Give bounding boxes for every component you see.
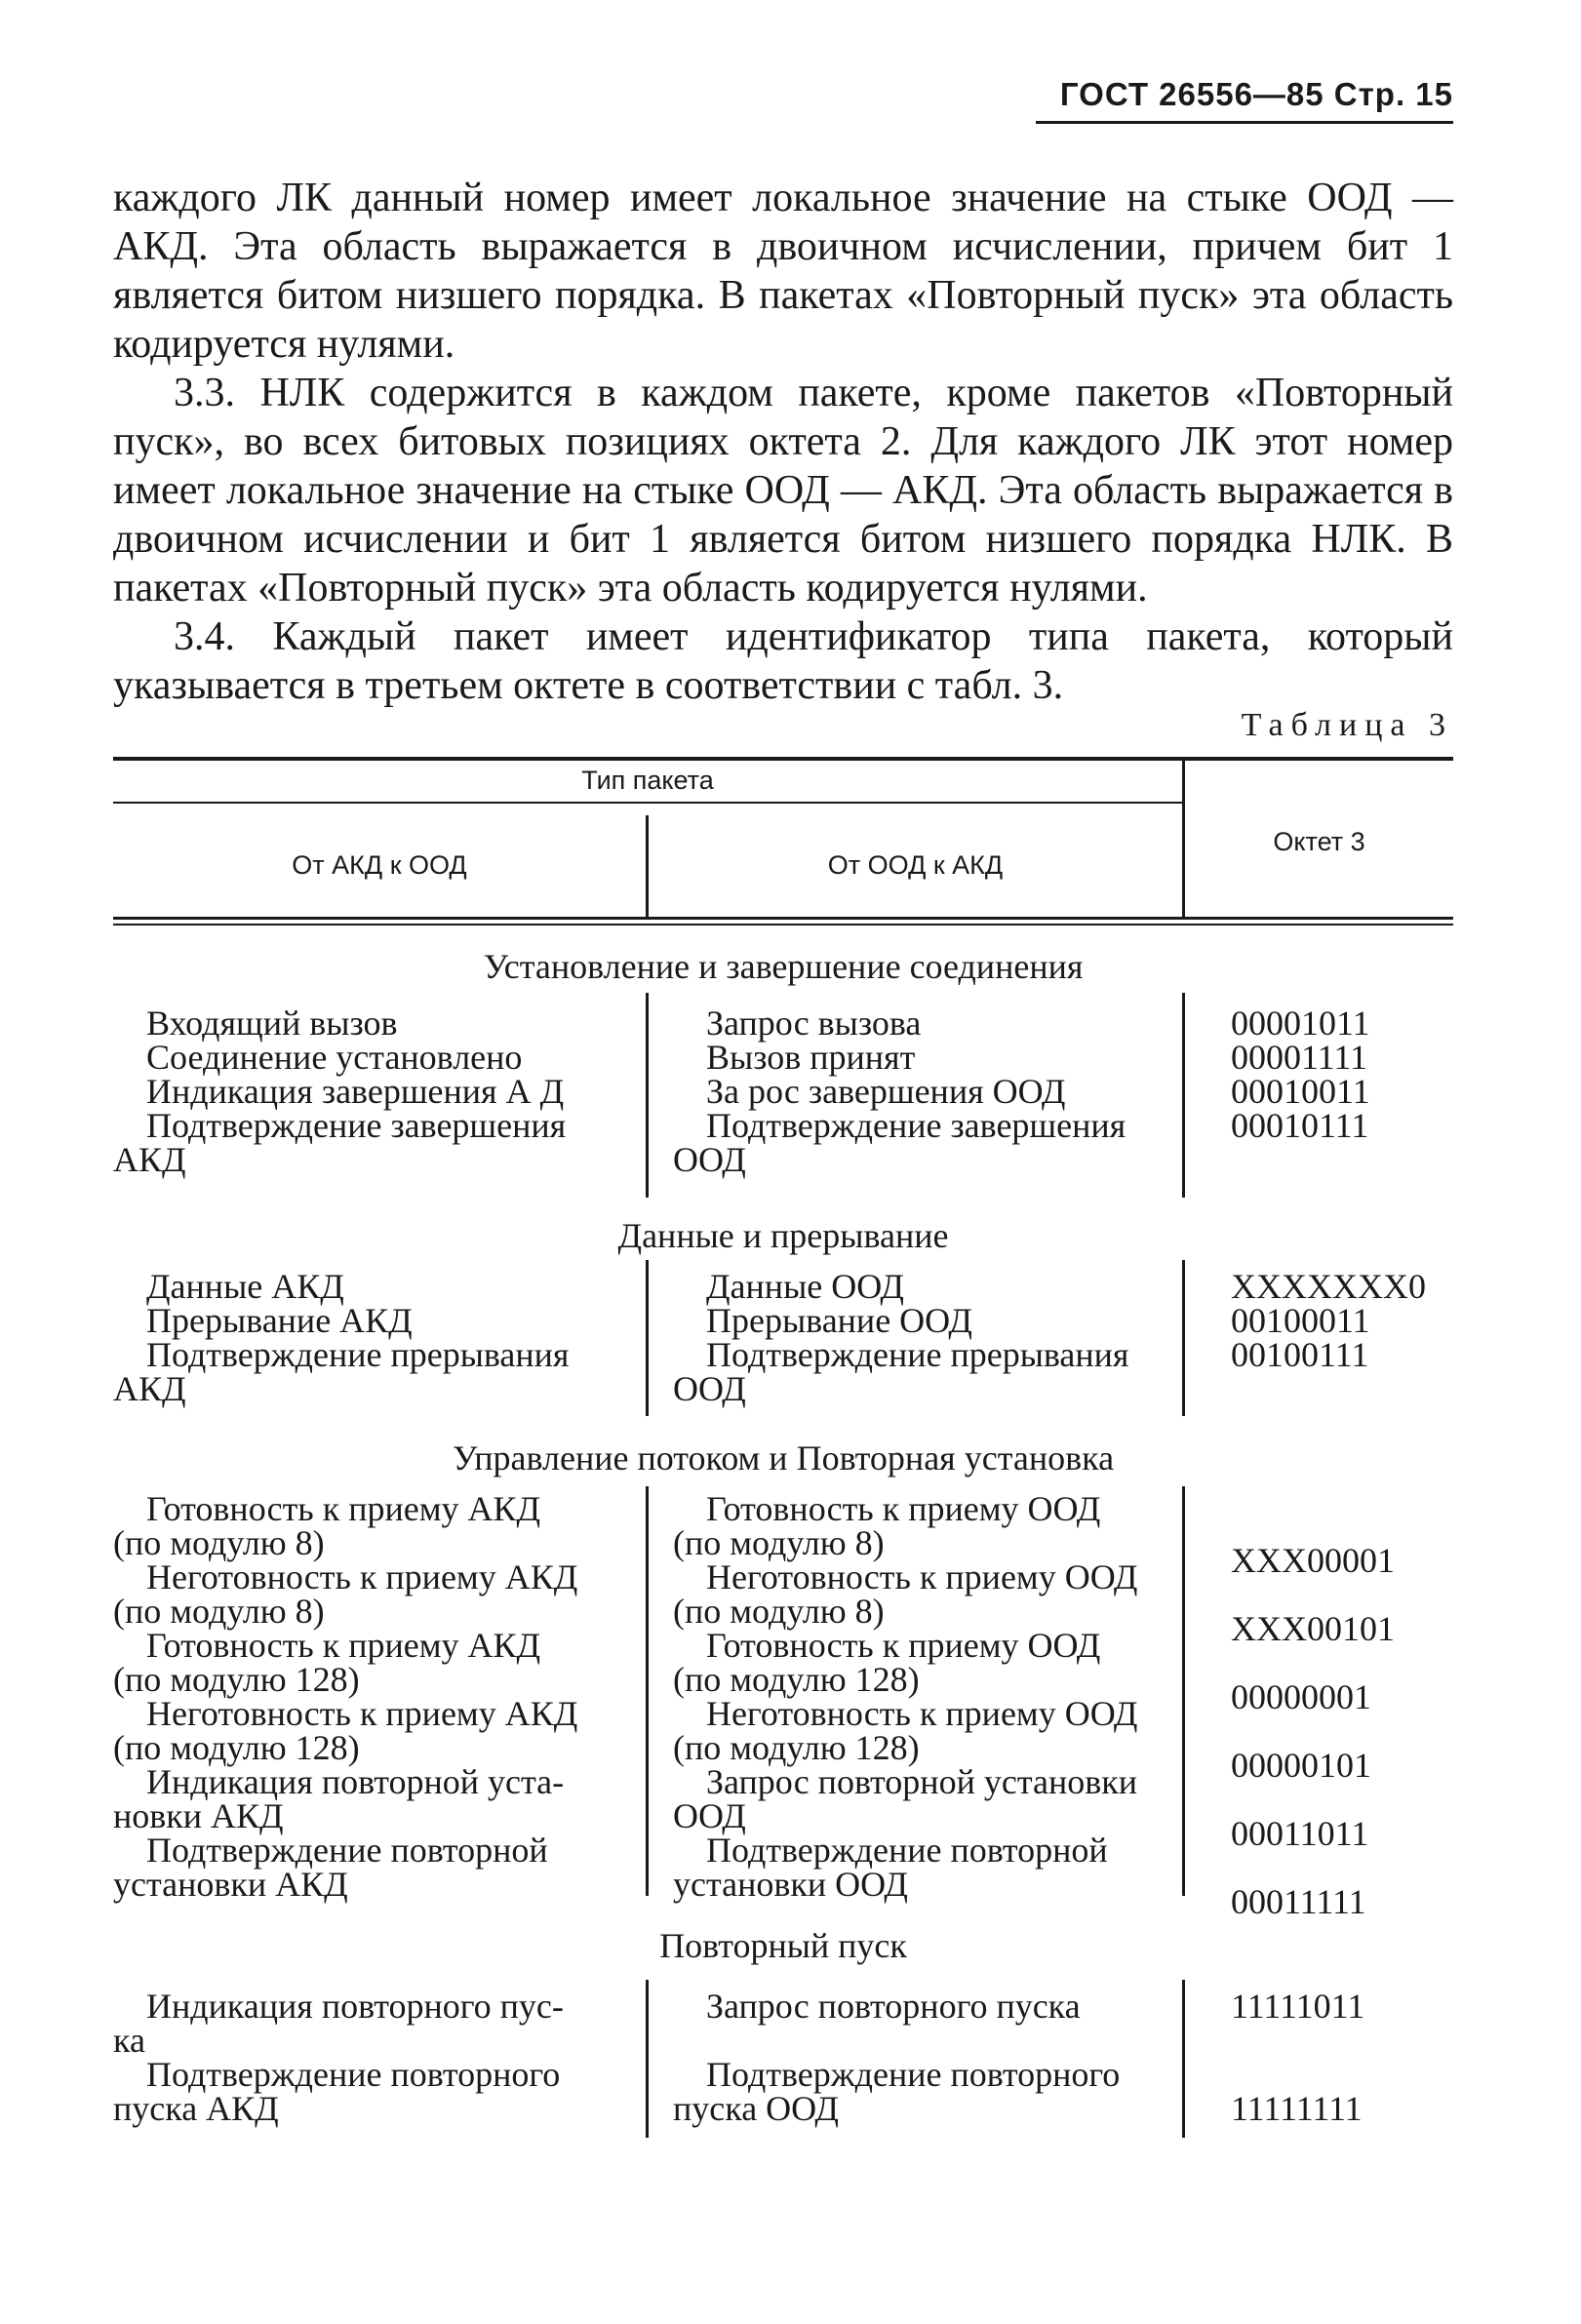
octet-code: 11111011: [1231, 1987, 1365, 2026]
octet-code: 00011011: [1231, 1814, 1369, 1853]
column-divider: [646, 1260, 649, 1416]
table-cell: Подтверждение повторной: [146, 1831, 548, 1870]
table-cell: Индикация повторной уста-: [146, 1762, 565, 1801]
table-cell: Прерывание АКД: [146, 1301, 413, 1340]
table-cell: Соединение установлено: [146, 1038, 523, 1077]
table-top-rule: [113, 757, 1453, 761]
table-cell: (по модулю 8): [673, 1592, 885, 1631]
section-1-left: [113, 1006, 630, 1177]
table-cell: Подтверждение завершения: [146, 1106, 567, 1145]
header-packet-type: Тип пакета: [581, 766, 714, 795]
paragraph-3-4: 3.4. Каждый пакет имеет идентификатор типа пакета, который указывается в третьем октете в соответствии с табл. 3.: [113, 614, 1453, 708]
section-title: Установление и завершение соединения: [483, 947, 1084, 986]
header-rule: [1036, 121, 1453, 124]
section-title: Данные и прерывание: [617, 1216, 949, 1255]
table-cell: Подтверждение прерывания: [146, 1335, 570, 1374]
table-cell: Неготовность к приему ООД: [706, 1557, 1138, 1596]
octet-code: 00001011: [1231, 1004, 1370, 1043]
header-octet: Октет 3: [1273, 827, 1365, 856]
section-4-left: [113, 1989, 630, 2126]
table-cell: ООД: [673, 1140, 746, 1179]
table-header-rule-2: [113, 924, 1453, 926]
table-cell: Прерывание ООД: [706, 1301, 972, 1340]
octet-code: 00010011: [1231, 1072, 1370, 1111]
section-3-middle: [673, 1489, 1188, 1904]
table-cell: Входящий вызов: [146, 1004, 398, 1043]
table-cell: Индикация завершения А Д: [146, 1072, 565, 1111]
octet-code: 00010111: [1231, 1106, 1369, 1145]
table-cell: Вызов принят: [706, 1038, 916, 1077]
octet-code: 00000001: [1231, 1677, 1371, 1716]
octet-code: 00100011: [1231, 1301, 1370, 1340]
column-divider: [646, 993, 649, 1198]
octet-code: XXX00001: [1231, 1541, 1395, 1580]
octet-code: 00001111: [1231, 1038, 1367, 1077]
section-title: Управление потоком и Повторная установка: [452, 1438, 1115, 1477]
table-cell: Подтверждение прерывания: [706, 1335, 1129, 1374]
table-cell: ООД: [673, 1369, 746, 1408]
table-cell: новки АКД: [113, 1796, 284, 1835]
table-cell: (по модулю 128): [113, 1728, 360, 1767]
table-cell: Данные АКД: [146, 1267, 344, 1306]
table-cell: (по модулю 128): [113, 1660, 360, 1699]
table-cell: Запрос вызова: [706, 1004, 922, 1043]
table-cell: (по модулю 8): [113, 1523, 325, 1562]
table-cell: ООД: [673, 1796, 746, 1835]
table-cell: установки АКД: [113, 1865, 348, 1904]
table-cell: Индикация повторного пус-: [146, 1987, 564, 2026]
octet-code: 00000101: [1231, 1746, 1371, 1785]
column-divider: [646, 1980, 649, 2138]
table-cell: (по модулю 128): [673, 1660, 920, 1699]
table-cell: Подтверждение повторного: [146, 2055, 561, 2094]
section-2-middle: [673, 1267, 1188, 1408]
section-1-middle: [673, 1006, 1188, 1177]
table-title: Таблица 3: [1241, 707, 1453, 743]
section-1-codes: [1231, 1006, 1453, 1143]
section-2-left: [113, 1267, 630, 1408]
table-cell: Подтверждение завершения: [706, 1106, 1126, 1145]
paragraph-3-3: 3.3. НЛК содержится в каждом пакете, кроме пакетов «Повторный пуск», во всех битовых позициях октета 2. Для каждого ЛК этот номер имеет локальное значение на стыке ООД — АКД. Эта область выражается в двоичном исчислении и бит 1 является битом низшего порядка НЛК. В пакетах «Повторный пуск» эта область кодируется нулями.: [113, 371, 1453, 611]
table-cell: Подтверждение повторной: [706, 1831, 1108, 1870]
octet-code: 00011111: [1231, 1882, 1366, 1921]
table-cell: Неготовность к приему АКД: [146, 1694, 578, 1733]
table-cell: установки ООД: [673, 1865, 908, 1904]
section-4-middle: [673, 1989, 1188, 2126]
table-cell: Данные ООД: [706, 1267, 904, 1306]
table-cell: (по модулю 8): [673, 1523, 885, 1562]
table-cell: пуска ООД: [673, 2089, 839, 2128]
packet-type-rule: [113, 802, 1182, 804]
table-cell: АКД: [113, 1140, 186, 1179]
table-cell: Запрос повторного пуска: [706, 1987, 1081, 2026]
table-cell: За рос завершения ООД: [706, 1072, 1066, 1111]
header-from-akd: От АКД к ООД: [292, 850, 467, 880]
octet-code: XXX00101: [1231, 1609, 1395, 1648]
section-2-codes: [1231, 1267, 1453, 1374]
header-from-ood: От ООД к АКД: [827, 850, 1004, 880]
table-cell: Готовность к приему АКД: [146, 1489, 541, 1528]
page-header: ГОСТ 26556—85 Стр. 15: [1059, 76, 1453, 112]
octet-code: XXXXXXX0: [1231, 1267, 1426, 1306]
section-3-left: [113, 1489, 630, 1904]
table-cell: (по модулю 8): [113, 1592, 325, 1631]
table-cell: Готовность к приему ООД: [706, 1626, 1101, 1665]
table-cell: (по модулю 128): [673, 1728, 920, 1767]
table-cell: ка: [113, 2021, 145, 2060]
column-divider: [646, 1486, 649, 1896]
table-cell: Неготовность к приему ООД: [706, 1694, 1138, 1733]
table-cell: Готовность к приему ООД: [706, 1489, 1101, 1528]
section-3-codes: [1231, 1526, 1453, 1936]
table-cell: Запрос повторной установки: [706, 1762, 1137, 1801]
paragraph-1: каждого ЛК данный номер имеет локальное значение на стыке ООД — АКД. Эта область выражается в двоичном исчислении, причем бит 1 является битом низшего порядка. В пакетах «Повторный пуск» эта область кодируется нулями.: [113, 176, 1453, 367]
section-4-codes: [1231, 1989, 1453, 2126]
section-title: Повторный пуск: [659, 1926, 907, 1965]
octet-code: 00100111: [1231, 1335, 1369, 1374]
octet-code: 11111111: [1231, 2089, 1363, 2128]
table-cell: пуска АКД: [113, 2089, 279, 2128]
table-header-rule-1: [113, 917, 1453, 920]
table-cell: Неготовность к приему АКД: [146, 1557, 578, 1596]
table-cell: Подтверждение повторного: [706, 2055, 1121, 2094]
table-cell: Готовность к приему АКД: [146, 1626, 541, 1665]
table-cell: АКД: [113, 1369, 186, 1408]
body-text: [113, 174, 1453, 710]
